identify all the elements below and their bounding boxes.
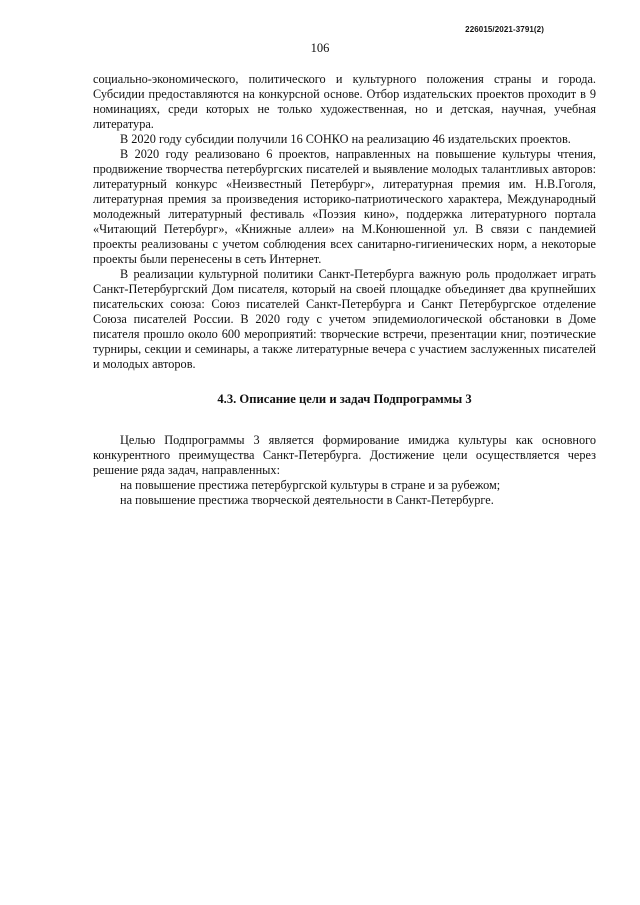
task-item: на повышение престижа творческой деятельности в Санкт-Петербурге.	[120, 493, 494, 507]
paragraph-continuation: социально-экономического, политического и культурного положения страны и города. Субсидии предоставляются на конкурсной основе. Отбор издательских проектов проходит в 9 номинациях, среди которых не только художественная, но и детская, научная, учебная литература.	[93, 72, 596, 131]
page-number: 106	[310, 41, 330, 55]
section-intro: Целью Подпрограммы 3 является формирование имиджа культуры как основного конкурентного преимущества Санкт-Петербурга. Достижение цели осуществляется через решение ряда задач, направленных:	[93, 433, 596, 477]
paragraph-subsidies: В 2020 году субсидии получили 16 СОНКО на реализацию 46 издательских проектов.	[120, 132, 571, 146]
task-item: на повышение престижа петербургской культуры в стране и за рубежом;	[120, 478, 501, 492]
document-body	[93, 72, 596, 508]
paragraph-writers-house: В реализации культурной политики Санкт-Петербурга важную роль продолжает играть Санкт-Петербургский Дом писателя, который на своей площадке объединяет два крупнейших писательских союза: Союз писателей Санкт-Петербурга и Санкт Петербургское отделение Союза писателей России. В 2020 году с учетом эпидемиологической обстановки в Доме писателя прошло около 600 мероприятий: творческие встречи, презентации книг, поэтические турниры, секции и семинары, а также литературные вечера с участием заслуженных писателей и молодых авторов.	[93, 267, 596, 371]
document-id: 226015/2021-3791(2)	[465, 25, 544, 34]
section-heading: 4.3. Описание цели и задач Подпрограммы 3	[217, 392, 472, 406]
paragraph-projects: В 2020 году реализовано 6 проектов, направленных на повышение культуры чтения, продвижение творчества петербургских писателей и выявление молодых талантливых авторов: литературный конкурс «Неизвестный Петербург», литературная премия им. Н.В.Гоголя, литературная премия за произведения историко-патриотического характера, Международный молодежный литературный фестиваль «Поэзия кино», поддержка литературного портала «Читающий Петербург», «Книжные аллеи» на М.Конюшенной ул. В связи с пандемией проекты реализованы с учетом соблюдения всех санитарно-гигиенических норм, а некоторые проекты были перенесены в сеть Интернет.	[93, 147, 596, 266]
